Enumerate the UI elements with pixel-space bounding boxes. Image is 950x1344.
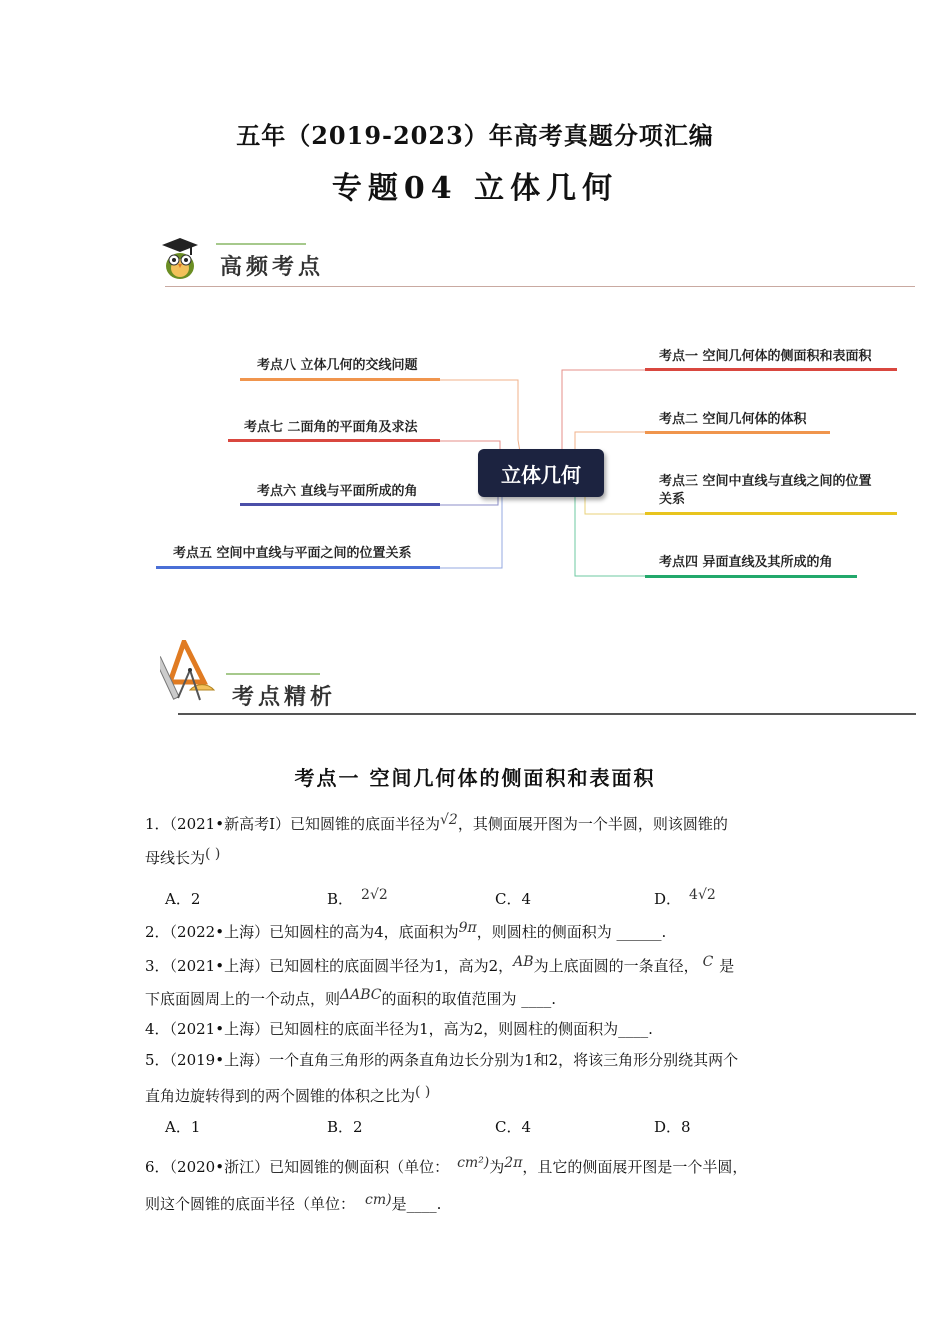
q5-option-a: A．1	[165, 1118, 201, 1136]
mindmap-node-6: 考点六 直线与平面所成的角	[257, 484, 418, 499]
q1-text-a: 1．（2021•新高考Ⅰ）已知圆锥的底面半径为	[145, 815, 440, 833]
section-high-frequency: 高频考点	[220, 254, 325, 280]
section-accent-line	[226, 673, 320, 675]
q3-line2-b: 的面积的取值范围为 ____.	[381, 990, 557, 1008]
q1-option-b-math: 2√2	[361, 887, 388, 903]
document-title: 五年（2019-2023）年高考真题分项汇编	[236, 121, 714, 150]
mindmap-underline-3	[645, 512, 897, 515]
topic-title: 专题04 立体几何	[331, 171, 619, 206]
q6-math-2pi: 2π	[504, 1155, 523, 1171]
q1-option-c: C．4	[495, 890, 532, 908]
question-1-line2	[145, 848, 220, 869]
q3-text-b: 为上底面圆的一条直径，	[533, 957, 699, 975]
q5-paren: ( )	[415, 1084, 431, 1100]
q2-text-a: 2．（2022•上海）已知圆柱的高为4，底面积为	[145, 923, 459, 941]
q3-line2-a: 下底面圆周上的一个动点，则	[145, 990, 341, 1008]
section-divider	[178, 713, 916, 715]
mindmap-node-5: 考点五 空间中直线与平面之间的位置关系	[173, 546, 412, 561]
mindmap-connectors	[0, 0, 950, 620]
question-6-line2	[145, 1194, 441, 1215]
q1-option-d	[654, 888, 716, 909]
q1-option-b-label: B．	[327, 890, 354, 908]
q6-text-c: ，且它的侧面展开图是一个半圆，	[522, 1158, 748, 1176]
mindmap-center: 立体几何	[478, 449, 604, 497]
q1-option-b	[327, 888, 388, 909]
mindmap-underline-5	[156, 566, 440, 569]
q6-math-unit: cm²)	[457, 1155, 490, 1171]
mindmap-node-7: 考点七 二面角的平面角及求法	[244, 420, 418, 435]
question-3-line2	[145, 989, 556, 1010]
q1-option-d-label: D．	[654, 890, 682, 908]
topic1-title: 考点一 空间几何体的侧面积和表面积	[294, 766, 656, 790]
mindmap-node-2: 考点二 空间几何体的体积	[659, 412, 807, 427]
q5-option-b: B．2	[327, 1118, 363, 1136]
question-5: 5．（2019•上海）一个直角三角形的两条直角边长分别为1和2，将该三角形分别绕其两个	[145, 1051, 739, 1069]
q3-text-a: 3．（2021•上海）已知圆柱的底面圆半径为1，高为2，	[145, 957, 514, 975]
q5-line2: 直角边旋转得到的两个圆锥的体积之比为	[145, 1087, 416, 1105]
q3-math-ab: AB	[513, 954, 534, 970]
geometry-tools-icon	[160, 640, 218, 706]
q6-math-cm: cm)	[365, 1192, 392, 1208]
q1-line2: 母线长为	[145, 849, 206, 867]
mindmap-underline-7	[228, 439, 440, 442]
q1-text-b: ，其侧面展开图为一个半圆，则该圆锥的	[457, 815, 728, 833]
mindmap-node-3: 考点三 空间中直线与直线之间的位置	[659, 474, 872, 489]
question-4: 4．（2021•上海）已知圆柱的底面半径为1，高为2，则圆柱的侧面积为____.	[145, 1020, 653, 1038]
q1-option-a: A．2	[165, 890, 201, 908]
question-1	[145, 814, 728, 835]
mindmap-underline-8	[240, 378, 440, 381]
q1-option-d-math: 4√2	[689, 887, 716, 903]
question-5-line2	[145, 1086, 430, 1107]
mindmap-underline-4	[645, 575, 857, 578]
question-3	[145, 956, 734, 977]
mindmap-node-8: 考点八 立体几何的交线问题	[257, 358, 418, 373]
mindmap-node-4: 考点四 异面直线及其所成的角	[659, 555, 833, 570]
q3-text-c: 是	[719, 957, 735, 975]
mindmap-underline-6	[240, 503, 440, 506]
q6-text-b: 为	[489, 1158, 505, 1176]
q5-option-c: C．4	[495, 1118, 532, 1136]
q5-option-d: D．8	[654, 1118, 691, 1136]
q6-line2-b: 是____.	[391, 1195, 442, 1213]
mindmap-node-3-cont: 关系	[659, 492, 686, 507]
q3-math-c: C	[702, 954, 714, 970]
question-6	[145, 1157, 747, 1178]
q2-math: 9π	[458, 920, 477, 936]
q6-text-a: 6．（2020•浙江）已知圆锥的侧面积（单位：	[145, 1158, 450, 1176]
q1-paren: ( )	[205, 846, 221, 862]
mindmap-underline-2	[645, 431, 830, 434]
q3-math-triangle: ΔABC	[340, 987, 382, 1003]
section-analysis: 考点精析	[232, 684, 337, 710]
mindmap-node-1: 考点一 空间几何体的侧面积和表面积	[659, 349, 872, 364]
q6-line2-a: 则这个圆锥的底面半径（单位：	[145, 1195, 356, 1213]
mindmap-underline-1	[645, 368, 897, 371]
question-2	[145, 922, 666, 943]
q2-text-b: ，则圆柱的侧面积为 ______.	[476, 923, 667, 941]
q1-math: √2	[440, 812, 458, 828]
